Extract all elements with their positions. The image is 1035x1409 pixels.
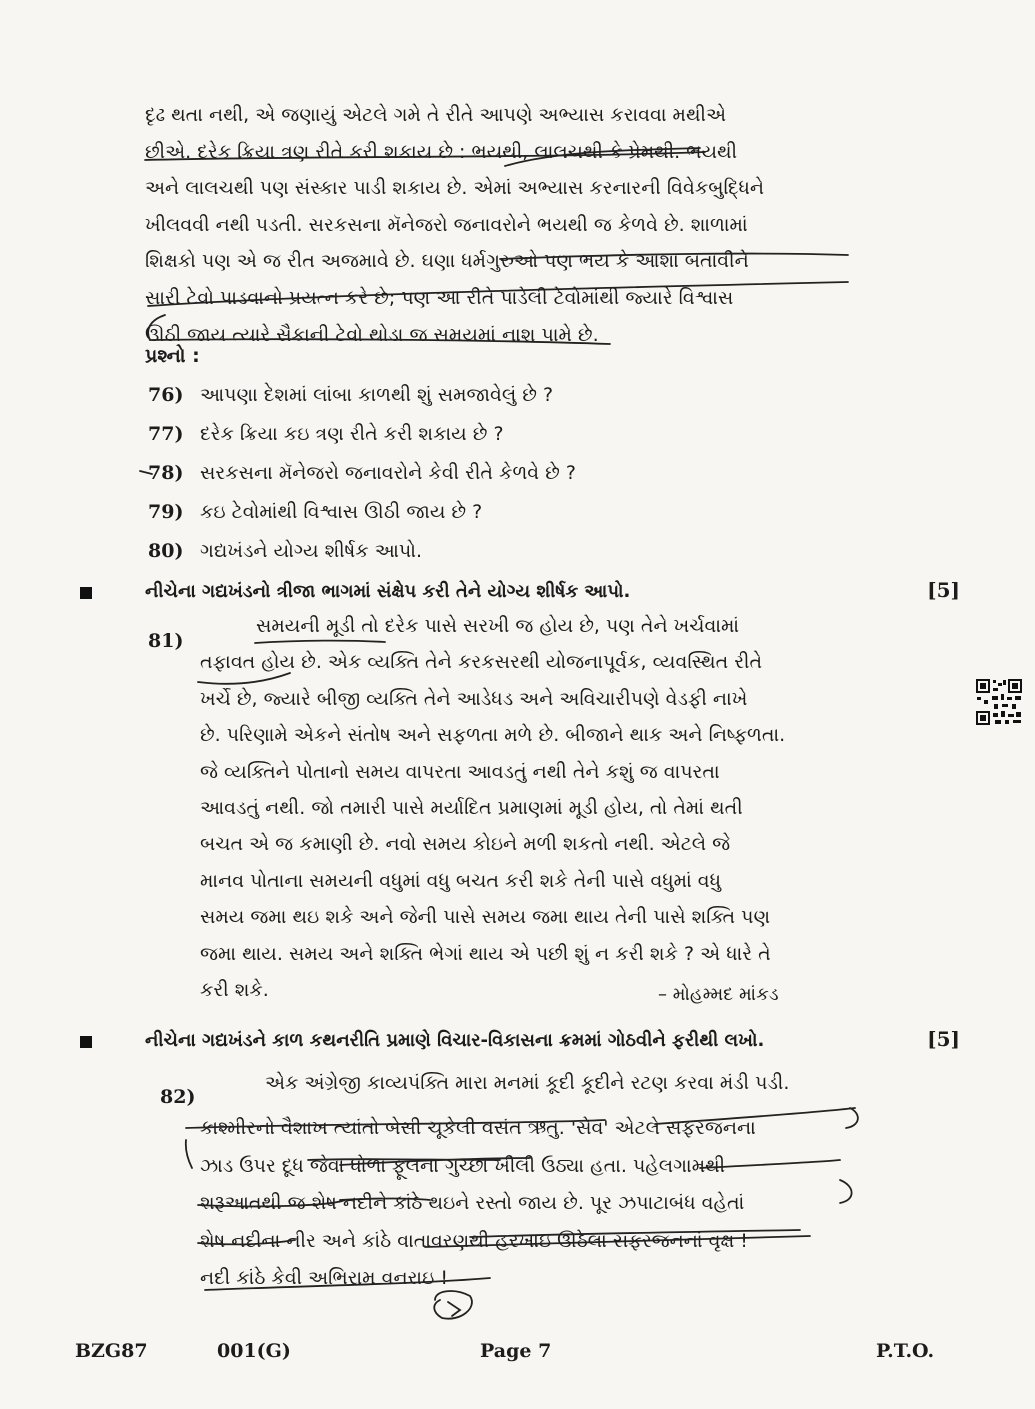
passage-line: કાશ્મીરનો વૈશાખ ત્યાંતો બેસી ચૂકેલી વસંત ઋતુ. 'સેવ' એટલે સફરજનના — [200, 1117, 756, 1139]
passage-line: શરૂઆતથી જ શેષ નદીને કાંઠે થઇને રસ્તો જાય છે. પૂર ઝપાટાબંધ વહેતાં — [200, 1192, 745, 1214]
passage-line: ઊઠી જાય ત્યારે સૈકાની ટેવો થોડા જ સમયમાં નાશ પામે છે. — [145, 323, 599, 346]
question-text: આપણા દેશમાં લાંબા કાળથી શું સમજાવેલું છે ? — [200, 383, 554, 406]
section-81-title: નીચેના ગદ્યખંડનો ત્રીજા ભાગમાં સંક્ષેપ કરી તેને યોગ્ય શીર્ષક આપો. — [145, 581, 631, 602]
passage-line: સમયની મૂડી તો દરેક પાસે સરખી જ હોય છે, પણ તેને ખર્ચવામાં — [256, 615, 740, 637]
passage-line: કરી શકે. — [200, 979, 269, 1002]
author-credit: – મોહમ્મદ માંકડ — [658, 984, 779, 1005]
passage-line: શિક્ષકો પણ એ જ રીત અજમાવે છે. ઘણા ધર્મગુરુઓ પણ ભય કે આશા બતાવીને — [145, 250, 749, 273]
question-text: કઇ ટેવોમાંથી વિશ્વાસ ઊઠી જાય છે ? — [200, 500, 483, 523]
section-81-header — [80, 578, 960, 608]
question-82-passage — [200, 1110, 860, 1298]
footer-paper: 001(G) — [217, 1340, 291, 1362]
question-row — [148, 492, 848, 531]
question-81-passage — [200, 608, 850, 1008]
question-number: 77) — [148, 422, 184, 445]
section-82-header — [80, 1027, 960, 1057]
question-81-number: 81) — [148, 630, 184, 652]
bullet-square-icon — [80, 1036, 92, 1048]
section-81-marks: [5] — [927, 578, 960, 602]
passage-line: અને લાલચથી પણ સંસ્કાર પાડી શકાય છે. એમાં અભ્યાસ કરનારની વિવેકબુદ્ધિને — [145, 177, 764, 200]
question-text: ગદ્યખંડને યોગ્ય શીર્ષક આપો. — [200, 539, 423, 562]
footer-page-number: Page 7 — [480, 1340, 552, 1362]
passage-line: નદી કાંઠે કેવી અભિરામ વનરાઇ ! — [200, 1267, 448, 1289]
passage-line: જે વ્યક્તિને પોતાનો સમય વાપરતા આવડતું નથી તેને કશું જ વાપરતા — [200, 760, 720, 783]
passage-line: દૃઢ થતા નથી, એ જણાયું એટલે ગમે તે રીતે આપણે અભ્યાસ કરાવવા મથીએ — [145, 104, 727, 126]
questions-list — [148, 375, 848, 570]
footer-pto: P.T.O. — [876, 1340, 935, 1362]
question-number: 78) — [148, 461, 184, 484]
passage-line: છીએ. દરેક ક્રિયા ત્રણ રીતે કરી શકાય છે : ભયથી, લાલચથી કે પ્રેમથી. ભયથી — [145, 140, 738, 163]
passage-line: સારી ટેવો પાડવાનો પ્રયત્ન કરે છે; પણ આ રીતે પાડેલી ટેવોમાંથી જ્યારે વિશ્વાસ — [145, 286, 734, 309]
qr-code-icon — [975, 678, 1023, 726]
question-row — [148, 531, 848, 570]
passage-line: માનવ પોતાના સમયની વધુમાં વધુ બચત કરી શકે તેની પાસે વધુમાં વધુ — [200, 869, 722, 892]
passage-line: બચત એ જ કમાણી છે. નવો સમય કોઇને મળી શકતો નથી. એટલે જે — [200, 833, 731, 856]
passage-line: ખર્ચે છે, જ્યારે બીજી વ્યક્તિ તેને આડેધડ અને અવિચારીપણે વેડફી નાખે — [200, 687, 748, 710]
passage-line: આવડતું નથી. જો તમારી પાસે મર્યાદિત પ્રમાણમાં મૂડી હોય, તો તેમાં થતી — [200, 797, 743, 820]
passage-line: સમય જમા થઇ શકે અને જેની પાસે સમય જમા થાય તેની પાસે શક્તિ પણ — [200, 906, 771, 929]
passage-end — [145, 97, 845, 353]
question-text: દરેક ક્રિયા કઇ ત્રણ રીતે કરી શકાય છે ? — [200, 422, 504, 445]
question-82-first-line: એક અંગ્રેજી કાવ્યપંક્તિ મારા મનમાં કૂદી કૂદીને રટણ કરવા મંડી પડી. — [265, 1072, 790, 1094]
section-82-marks: [5] — [927, 1027, 960, 1051]
question-82-number: 82) — [160, 1086, 196, 1108]
question-row — [148, 453, 848, 492]
question-row — [148, 414, 848, 453]
question-number: 80) — [148, 539, 184, 562]
question-row — [148, 375, 848, 414]
section-82-title: નીચેના ગદ્યખંડને કાળ કથનરીતિ પ્રમાણે વિચાર-વિકાસના ક્રમમાં ગોઠવીને ફરીથી લખો. — [145, 1030, 765, 1051]
passage-line: છે. પરિણામે એકને સંતોષ અને સફળતા મળે છે. બીજાને થાક અને નિષ્ફળતા. — [200, 724, 786, 747]
questions-heading: પ્રશ્નો : — [145, 345, 200, 367]
footer-code: BZG87 — [75, 1340, 148, 1362]
question-number: 76) — [148, 383, 184, 406]
passage-line: જમા થાય. સમય અને શક્તિ ભેગાં થાય એ પછી શું ન કરી શકે ? એ ધારે તે — [200, 942, 771, 965]
question-text: સરકસના મૅનેજરો જનાવરોને કેવી રીતે કેળવે છે ? — [200, 461, 576, 484]
bullet-square-icon — [80, 587, 92, 599]
question-number: 79) — [148, 500, 184, 523]
passage-line: તફાવત હોય છે. એક વ્યક્તિ તેને કરકસરથી યોજનાપૂર્વક, વ્યવસ્થિત રીતે — [200, 651, 763, 674]
passage-line: શેષ નદીના નીર અને કાંઠે વાતાવરણથી હરખાઇ ઊઠેલા સફરજનનાં વૃક્ષ ! — [200, 1229, 748, 1252]
passage-line: ઝાડ ઉપર દૂધ જેવા ધોળા ફૂલના ગુચ્છા ખીલી ઉઠ્યા હતા. પહેલગામથી — [200, 1154, 726, 1177]
passage-line: ખીલવવી નથી પડતી. સરકસના મૅનેજરો જનાવરોને ભયથી જ કેળવે છે. શાળામાં — [145, 213, 748, 236]
